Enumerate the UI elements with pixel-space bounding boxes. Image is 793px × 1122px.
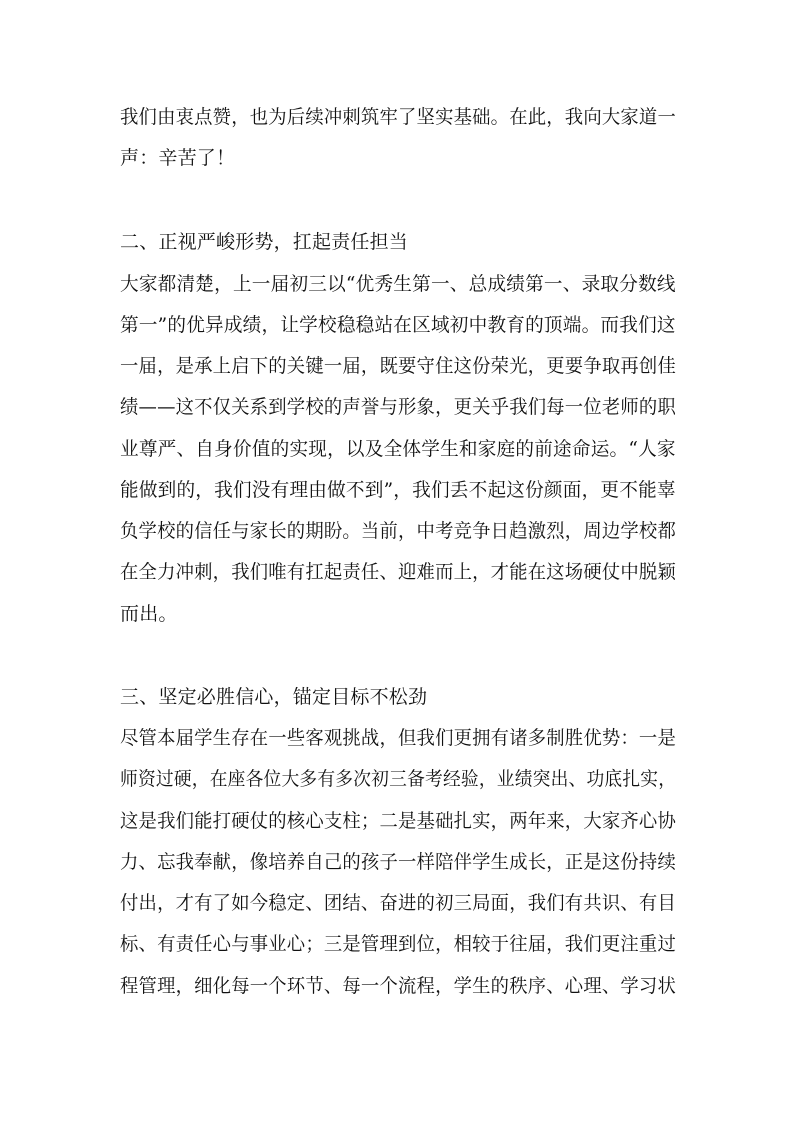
paragraph-line: 我们由衷点赞，也为后续冲刺筑牢了坚实基础。在此，我向大家道一 (120, 106, 677, 128)
paragraph-line: 负学校的信任与家长的期盼。当前，中考竞争日趋激烈，周边学校都 (120, 520, 677, 542)
paragraph-line: 师资过硬，在座各位大多有多次初三备考经验，业绩突出、功底扎实， (120, 768, 677, 790)
paragraph-line: 绩——这不仅关系到学校的声誉与形象，更关乎我们每一位老师的职 (120, 396, 677, 418)
paragraph-line: 而出。 (120, 603, 178, 625)
paragraph-line: 声：辛苦了！ (120, 147, 236, 169)
paragraph-line: 程管理，细化每一个环节、每一个流程，学生的秩序、心理、学习状 (120, 975, 677, 997)
paragraph-line: 标、有责任心与事业心；三是管理到位，相较于往届，我们更注重过 (120, 933, 677, 955)
paragraph-line: 尽管本届学生存在一些客观挑战，但我们更拥有诸多制胜优势：一是 (120, 727, 677, 749)
paragraph-line: 一届，是承上启下的关键一届，既要守住这份荣光，更要争取再创佳 (120, 355, 677, 377)
paragraph-line: 大家都清楚，上一届初三以“优秀生第一、总成绩第一、录取分数线 (120, 273, 676, 295)
paragraph-line: 这是我们能打硬仗的核心支柱；二是基础扎实，两年来，大家齐心协 (120, 810, 677, 832)
section-heading: 三、坚定必胜信心，锚定目标不松劲 (120, 686, 428, 708)
paragraph-line: 付出，才有了如今稳定、团结、奋进的初三局面，我们有共识、有目 (120, 892, 677, 914)
paragraph-line: 能做到的，我们没有理由做不到”，我们丢不起这份颜面，更不能辜 (120, 479, 676, 501)
section-heading: 二、正视严峻形势，扛起责任担当 (120, 231, 409, 253)
paragraph-line: 业尊严、自身价值的实现，以及全体学生和家庭的前途命运。“人家 (120, 438, 676, 460)
paragraph-line: 力、忘我奉献，像培养自己的孩子一样陪伴学生成长，正是这份持续 (120, 851, 677, 873)
paragraph-line: 第一”的优异成绩，让学校稳稳站在区域初中教育的顶端。而我们这 (120, 314, 676, 336)
paragraph-line: 在全力冲刺，我们唯有扛起责任、迎难而上，才能在这场硬仗中脱颖 (120, 561, 677, 583)
